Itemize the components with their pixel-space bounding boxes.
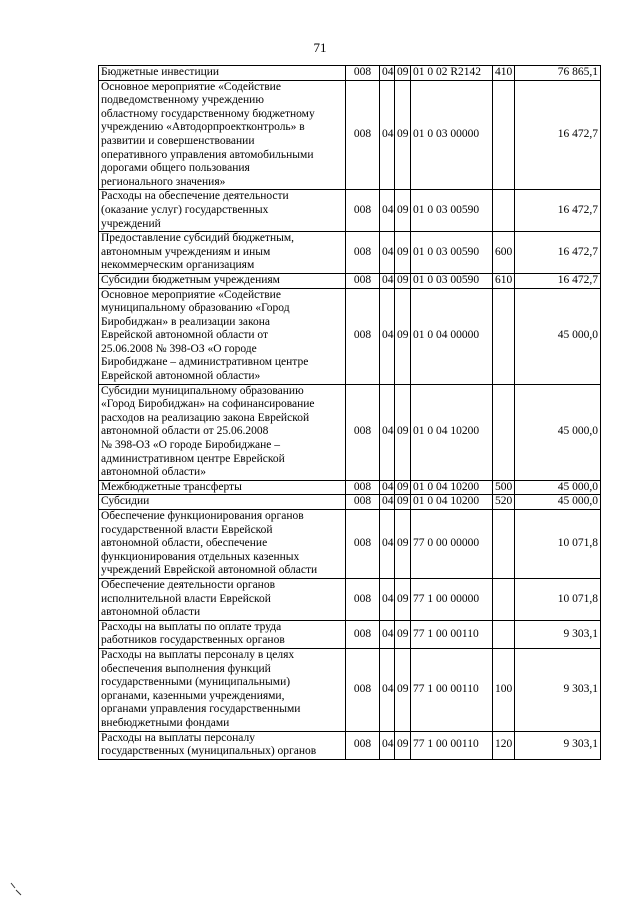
expense-name-cell: Расходы на обеспечение деятельности (оказание услуг) государственных учреждений <box>99 190 346 232</box>
admin-code-cell: 008 <box>346 480 380 495</box>
section-code-cell: 04 <box>380 480 395 495</box>
subsection-code-cell: 09 <box>395 578 411 620</box>
amount-cell: 16 472,7 <box>515 232 601 274</box>
expense-type-cell <box>493 578 515 620</box>
subsection-code-cell: 09 <box>395 495 411 510</box>
expense-name-cell: Расходы на выплаты по оплате труда работников государственных органов <box>99 620 346 648</box>
amount-cell: 16 472,7 <box>515 273 601 288</box>
expense-type-cell <box>493 620 515 648</box>
section-code-cell: 04 <box>380 510 395 579</box>
table-row <box>99 273 601 288</box>
section-code-cell: 04 <box>380 578 395 620</box>
section-code-cell: 04 <box>380 384 395 480</box>
target-article-cell: 77 1 00 00000 <box>411 578 493 620</box>
table-row <box>99 232 601 274</box>
expense-type-cell: 120 <box>493 731 515 759</box>
amount-cell: 45 000,0 <box>515 495 601 510</box>
expense-name-cell: Межбюджетные трансферты <box>99 480 346 495</box>
target-article-cell: 01 0 04 10200 <box>411 480 493 495</box>
amount-cell: 16 472,7 <box>515 80 601 190</box>
amount-cell: 76 865,1 <box>515 66 601 81</box>
table-row <box>99 384 601 480</box>
table-row <box>99 480 601 495</box>
admin-code-cell: 008 <box>346 620 380 648</box>
expense-name-cell: Основное мероприятие «Содействие подведомственному учреждению областному государственному бюджетному учреждению «Автодорпроектконтроль» в развитии и совершенствовании оперативного управления автомобильными дорогами общего пользования регионального значения» <box>99 80 346 190</box>
amount-cell: 9 303,1 <box>515 731 601 759</box>
admin-code-cell: 008 <box>346 66 380 81</box>
subsection-code-cell: 09 <box>395 510 411 579</box>
amount-cell: 9 303,1 <box>515 620 601 648</box>
table-row <box>99 620 601 648</box>
expense-type-cell: 600 <box>493 232 515 274</box>
amount-cell: 45 000,0 <box>515 384 601 480</box>
expense-name-cell: Бюджетные инвестиции <box>99 66 346 81</box>
admin-code-cell: 008 <box>346 578 380 620</box>
admin-code-cell: 008 <box>346 80 380 190</box>
table-row <box>99 190 601 232</box>
expense-name-cell: Субсидии муниципальному образованию «Город Биробиджан» на софинансирование расходов на реализацию закона Еврейской автономной области от 25.06.2008 № 398-ОЗ «О городе Биробиджане – административном центре Еврейской автономной области» <box>99 384 346 480</box>
admin-code-cell: 008 <box>346 384 380 480</box>
expense-name-cell: Предоставление субсидий бюджетным, автономным учреждениям и иным некоммерческим организациям <box>99 232 346 274</box>
page-number: 71 <box>313 40 327 55</box>
target-article-cell: 01 0 03 00590 <box>411 190 493 232</box>
expense-type-cell <box>493 190 515 232</box>
subsection-code-cell: 09 <box>395 731 411 759</box>
admin-code-cell: 008 <box>346 288 380 384</box>
amount-cell: 45 000,0 <box>515 480 601 495</box>
target-article-cell: 01 0 03 00000 <box>411 80 493 190</box>
section-code-cell: 04 <box>380 232 395 274</box>
subsection-code-cell: 09 <box>395 232 411 274</box>
target-article-cell: 01 0 02 R2142 <box>411 66 493 81</box>
target-article-cell: 01 0 04 10200 <box>411 384 493 480</box>
table-row <box>99 648 601 731</box>
section-code-cell: 04 <box>380 620 395 648</box>
expense-type-cell <box>493 80 515 190</box>
expense-name-cell: Субсидии <box>99 495 346 510</box>
section-code-cell: 04 <box>380 648 395 731</box>
amount-cell: 10 071,8 <box>515 510 601 579</box>
budget-table <box>98 65 601 760</box>
subsection-code-cell: 09 <box>395 80 411 190</box>
table-row <box>99 510 601 579</box>
subsection-code-cell: 09 <box>395 384 411 480</box>
amount-cell: 9 303,1 <box>515 648 601 731</box>
table-row <box>99 288 601 384</box>
admin-code-cell: 008 <box>346 273 380 288</box>
expense-type-cell <box>493 510 515 579</box>
subsection-code-cell: 09 <box>395 480 411 495</box>
expense-type-cell: 100 <box>493 648 515 731</box>
expense-type-cell <box>493 288 515 384</box>
expense-type-cell: 500 <box>493 480 515 495</box>
section-code-cell: 04 <box>380 495 395 510</box>
section-code-cell: 04 <box>380 731 395 759</box>
table-row <box>99 66 601 81</box>
target-article-cell: 77 1 00 00110 <box>411 648 493 731</box>
table-row <box>99 495 601 510</box>
expense-name-cell: Расходы на выплаты персоналу государственных (муниципальных) органов <box>99 731 346 759</box>
expense-name-cell: Расходы на выплаты персоналу в целях обеспечения выполнения функций государственными (муниципальными) органами, казенными учреждениями, органами управления государственными внебюджетными фондами <box>99 648 346 731</box>
target-article-cell: 77 1 00 00110 <box>411 620 493 648</box>
table-row <box>99 731 601 759</box>
section-code-cell: 04 <box>380 273 395 288</box>
expense-type-cell <box>493 384 515 480</box>
expense-name-cell: Основное мероприятие «Содействие муниципальному образованию «Город Биробиджан» в реализации закона Еврейской автономной области от 25.06.2008 № 398-ОЗ «О городе Биробиджане – административном центре Еврейской автономной области» <box>99 288 346 384</box>
section-code-cell: 04 <box>380 80 395 190</box>
target-article-cell: 01 0 04 00000 <box>411 288 493 384</box>
subsection-code-cell: 09 <box>395 66 411 81</box>
expense-type-cell: 520 <box>493 495 515 510</box>
section-code-cell: 04 <box>380 66 395 81</box>
admin-code-cell: 008 <box>346 190 380 232</box>
expense-name-cell: Субсидии бюджетным учреждениям <box>99 273 346 288</box>
table-body <box>99 66 601 760</box>
section-code-cell: 04 <box>380 190 395 232</box>
scan-artifact-mark <box>10 882 24 896</box>
expense-name-cell: Обеспечение функционирования органов государственной власти Еврейской автономной области, обеспечение функционирования отдельных казенных учреждений Еврейской автономной области <box>99 510 346 579</box>
admin-code-cell: 008 <box>346 232 380 274</box>
subsection-code-cell: 09 <box>395 288 411 384</box>
subsection-code-cell: 09 <box>395 190 411 232</box>
target-article-cell: 77 0 00 00000 <box>411 510 493 579</box>
subsection-code-cell: 09 <box>395 273 411 288</box>
target-article-cell: 01 0 03 00590 <box>411 232 493 274</box>
target-article-cell: 77 1 00 00110 <box>411 731 493 759</box>
admin-code-cell: 008 <box>346 731 380 759</box>
table-row <box>99 578 601 620</box>
target-article-cell: 01 0 04 10200 <box>411 495 493 510</box>
admin-code-cell: 008 <box>346 510 380 579</box>
amount-cell: 45 000,0 <box>515 288 601 384</box>
expense-type-cell: 610 <box>493 273 515 288</box>
subsection-code-cell: 09 <box>395 620 411 648</box>
amount-cell: 16 472,7 <box>515 190 601 232</box>
table-row <box>99 80 601 190</box>
admin-code-cell: 008 <box>346 495 380 510</box>
amount-cell: 10 071,8 <box>515 578 601 620</box>
subsection-code-cell: 09 <box>395 648 411 731</box>
expense-name-cell: Обеспечение деятельности органов исполнительной власти Еврейской автономной области <box>99 578 346 620</box>
admin-code-cell: 008 <box>346 648 380 731</box>
expense-type-cell: 410 <box>493 66 515 81</box>
target-article-cell: 01 0 03 00590 <box>411 273 493 288</box>
section-code-cell: 04 <box>380 288 395 384</box>
